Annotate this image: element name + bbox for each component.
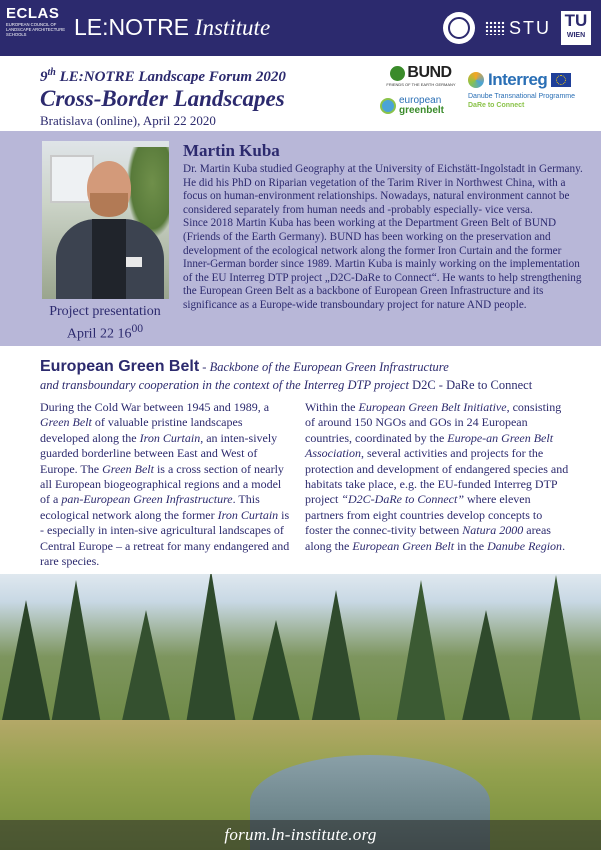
forum-title: Cross-Border Landscapes — [40, 86, 285, 111]
eclas-logo — [6, 6, 66, 37]
tu-wordmark: TU — [564, 11, 588, 30]
section-subheading-italic: and transboundary cooperation in the context of the Interreg DTP project — [40, 378, 409, 392]
section-title: European Green Belt — [40, 358, 200, 375]
edition-number: 9 — [40, 69, 48, 85]
spruce-tree — [460, 610, 512, 730]
spruce-tree — [530, 575, 582, 730]
spruce-tree — [0, 600, 52, 730]
section-subheading — [40, 377, 595, 393]
interreg-project: DaRe to Connect — [468, 102, 525, 109]
eclas-subtitle: EUROPEAN COUNCIL OF LANDSCAPE ARCHITECTURE SCHOOLS — [6, 22, 66, 37]
spruce-tree — [50, 580, 102, 730]
institute-title — [74, 13, 270, 42]
egb-word-european: european — [399, 95, 442, 106]
text-column-right: Within the European Green Belt Initiative, consisting of around 150 NGOs and GOs in 24 European countries, coordinated by the Europe-an Green Belt Association, several activities and projects for the protection and development of endangered species and habitats take place, e.g. the EU-funded Interreg DTP project “D2C-DaRe to Connect” where eleven partners from eight countries develop concepts to foster the connec-tivity between Natura 2000 areas along the European Green Belt in the Danube Region. — [305, 400, 569, 553]
bio-paragraph-1: Dr. Martin Kuba studied Geography at the University of Eichstätt-Ingolstadt in Germany. He did his PhD on Riparian vegetation of the Tarim River in Northwest China, with a focus on human-environment relationships. Nowadays, natural environment cannot be considered separately from human needs and -probably especially- vice versa. — [183, 163, 583, 216]
forum-website-link[interactable]: forum.ln-institute.org — [224, 825, 377, 844]
bund-subtitle: FRIENDS OF THE EARTH GERMANY — [386, 82, 456, 87]
stu-dots-icon — [485, 21, 505, 35]
spruce-tree — [120, 610, 172, 730]
edition-name: LE:NOTRE Landscape Forum 2020 — [59, 69, 286, 85]
egb-word-greenbelt: greenbelt — [399, 105, 445, 116]
presentation-minutes: 00 — [131, 322, 144, 335]
interreg-swirl-icon — [468, 72, 484, 88]
speaker-photo — [42, 141, 169, 299]
speaker-name: Martin Kuba — [183, 141, 280, 160]
institute-name: LE:NOTRE — [74, 14, 190, 40]
interreg-wordmark: Interreg — [488, 70, 548, 89]
european-greenbelt-logo — [380, 96, 460, 116]
presentation-date: April 22 $16^{00}$ — [66, 322, 144, 342]
section-tagline: - Backbone of the European Green Infrastructure — [199, 360, 449, 374]
speaker-panel — [0, 131, 601, 346]
bund-circle-icon — [390, 66, 405, 81]
eclas-wordmark: ECLAS — [6, 5, 60, 22]
spruce-tree — [310, 590, 362, 730]
stu-wordmark: STU — [509, 17, 551, 38]
greenbelt-globe-icon — [380, 98, 396, 114]
presentation-label: Project presentation — [49, 304, 161, 319]
forum-date: Bratislava (online), April 22 2020 — [40, 113, 216, 128]
bund-wordmark: BUND — [407, 64, 452, 81]
institute-word: Institute — [194, 15, 271, 40]
university-seal-icon — [443, 12, 475, 44]
forum-heading — [40, 64, 380, 129]
speaker-bio — [183, 163, 589, 313]
green-belt-landscape-photo — [0, 574, 601, 850]
bund-logo — [383, 64, 459, 87]
eu-flag-icon — [551, 73, 571, 87]
stu-logo — [485, 18, 551, 39]
bio-paragraph-2: Since 2018 Martin Kuba has been working at the Department Green Belt of BUND (Friends of the Earth Germany). BUND has been working on the preservation and development of the ecological network along the former Iron Curtain and the former Inner-German border since 1989. Martin Kuba is mainly working on the implementation of the EU Interreg DTP project „D2C-DaRe to Connect“. He wants to help strengthening the European Green Belt as a backbone of European Green Infrastructure and its significance as a Europe-wide transboundary project for nature AND people. — [183, 217, 582, 311]
tu-wien-logo — [561, 11, 591, 45]
interreg-logo — [468, 70, 592, 110]
header-bar — [0, 0, 601, 56]
spruce-tree — [185, 574, 237, 730]
presentation-info — [30, 303, 180, 343]
spruce-tree — [395, 580, 447, 730]
footer-bar — [0, 820, 601, 850]
text-column-left: During the Cold War between 1945 and 1989, a Green Belt of valuable pristine landscapes developed along the Iron Curtain, an inten-sively guarded borderline between East and West of Europe. The Green Belt is a cross section of nearly all European biogeographical regions and a model of a pan-European Green Infrastructure. This ecological network along the former Iron Curtain is - especially in inten-sive agricultural landscapes of Central Europe – a retreat for many endangered and rare species. — [40, 400, 290, 569]
forum-edition — [40, 64, 380, 86]
interreg-programme: Danube Transnational Programme — [468, 93, 576, 100]
section-heading — [40, 358, 595, 376]
tu-wien-label: WIEN — [566, 32, 586, 39]
partner-logos-top — [443, 11, 591, 45]
spruce-tree — [250, 620, 302, 730]
edition-suffix: th — [47, 67, 56, 78]
section-subheading-project: D2C - DaRe to Connect — [408, 378, 533, 392]
